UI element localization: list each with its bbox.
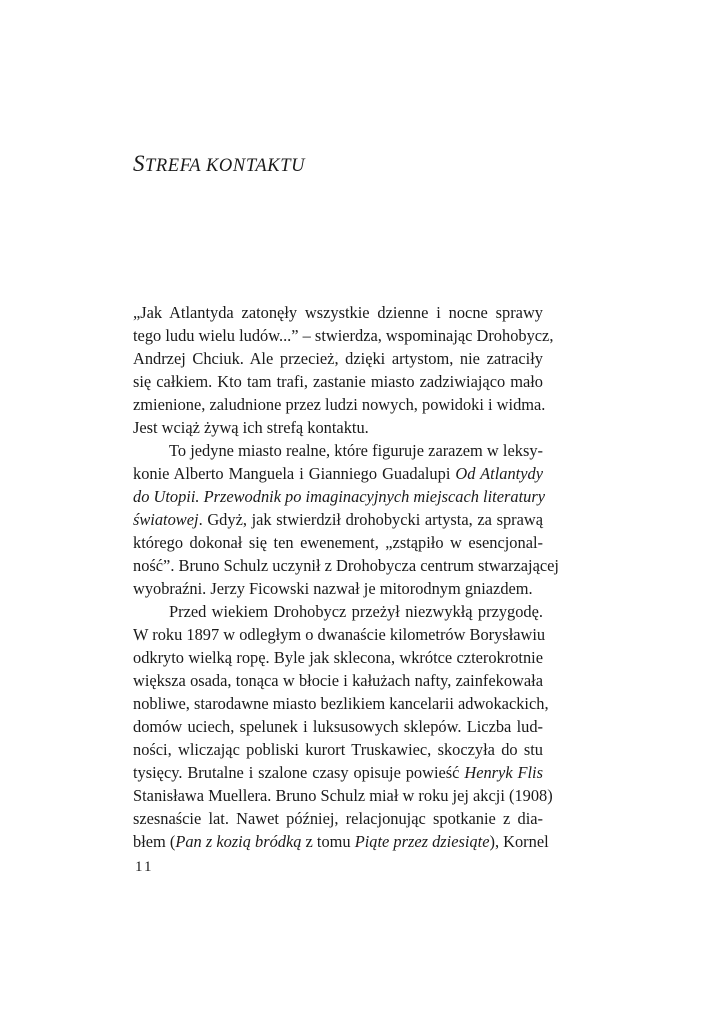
text-segment: To jedyne miasto realne, które figuruje zarazem w leksy- xyxy=(169,441,543,460)
text-line xyxy=(133,577,543,600)
text-line xyxy=(133,485,543,508)
chapter-title-rest: TREFA KONTAKTU xyxy=(145,156,306,176)
text-segment: którego dokonał się ten ewenement, „zstąpiło w esencjonal- xyxy=(133,533,543,552)
text-segment: z tomu xyxy=(301,832,355,851)
italic-text: Pan z kozią bródką xyxy=(175,832,302,851)
text-line xyxy=(133,439,543,462)
text-line xyxy=(133,623,546,646)
text-segment: się całkiem. Kto tam trafi, zastanie miasto zadziwiająco mało xyxy=(133,372,543,391)
text-line xyxy=(133,807,543,830)
text-segment: szesnaście lat. Nawet później, relacjonując spotkanie z dia- xyxy=(133,809,543,828)
text-segment: wyobraźni. Jerzy Ficowski nazwał je mitorodnym gniazdem. xyxy=(133,579,533,598)
italic-text: Piąte przez dziesiąte xyxy=(354,832,490,851)
text-segment: W roku 1897 w odległym o dwanaście kilometrów Borysławiu xyxy=(133,625,546,644)
text-segment: konie Alberto Manguela i Gianniego Guadalupi xyxy=(133,464,456,483)
text-segment: ności, wliczając pobliski kurort Truskawiec, skoczyła do stu xyxy=(133,740,543,759)
text-segment: tysięcy. Brutalne i szalone czasy opisuje powieść xyxy=(133,763,465,782)
text-segment: domów uciech, spelunek i luksusowych sklepów. Liczba lud- xyxy=(133,717,543,736)
italic-text: światowej xyxy=(133,510,199,529)
text-line xyxy=(133,554,559,577)
page-number: 11 xyxy=(135,859,154,875)
text-segment: zmienione, zaludnione przez ludzi nowych, powidoki i widma. xyxy=(133,395,546,414)
text-line xyxy=(133,669,543,692)
text-line xyxy=(133,600,543,623)
text-line xyxy=(133,830,549,853)
text-segment: ność”. Bruno Schulz uczynił z Drohobycza centrum stwarzającej xyxy=(133,556,559,575)
text-line xyxy=(133,715,543,738)
text-segment: odkryto wielką ropę. Byle jak sklecona, wkrótce czterokrotnie xyxy=(133,648,543,667)
text-segment: nobliwe, starodawne miasto bezlikiem kancelarii adwokackich, xyxy=(133,694,549,713)
text-segment: tego ludu wielu ludów...” – stwierdza, wspominając Drohobycz, xyxy=(133,326,554,345)
text-line xyxy=(133,462,543,485)
text-segment: błem ( xyxy=(133,832,176,851)
text-line xyxy=(133,324,554,347)
chapter-title-initial: S xyxy=(133,151,145,176)
text-line xyxy=(133,416,543,439)
text-line xyxy=(133,738,543,761)
text-segment: „Jak Atlantyda zatonęły wszystkie dzienne i nocne sprawy xyxy=(133,303,543,322)
text-segment: . Gdyż, jak stwierdził drohobycki artysta, za sprawą xyxy=(198,510,543,529)
chapter-title xyxy=(133,150,305,180)
text-segment: ), Kornel xyxy=(489,832,549,851)
text-line xyxy=(133,761,543,784)
text-segment: Przed wiekiem Drohobycz przeżył niezwykłą przygodę. xyxy=(169,602,543,621)
text-line xyxy=(133,301,543,324)
text-line xyxy=(133,347,543,370)
text-line xyxy=(133,393,546,416)
text-line xyxy=(133,370,543,393)
text-segment: większa osada, tonąca w błocie i kałużach nafty, zainfekowała xyxy=(133,671,543,690)
text-segment: Jest wciąż żywą ich strefą kontaktu. xyxy=(133,418,369,437)
body-text xyxy=(133,301,559,853)
text-segment: Andrzej Chciuk. Ale przecież, dzięki artystom, nie zatraciły xyxy=(133,349,543,368)
italic-text: do Utopii. Przewodnik po imaginacyjnych miejscach literatury xyxy=(133,487,545,506)
italic-text: Od Atlantydy xyxy=(455,464,543,483)
text-line xyxy=(133,531,543,554)
text-line xyxy=(133,784,553,807)
text-segment: Stanisława Muellera. Bruno Schulz miał w roku jej akcji (1908) xyxy=(133,786,553,805)
text-line xyxy=(133,692,549,715)
text-line xyxy=(133,508,543,531)
text-line xyxy=(133,646,543,669)
italic-text: Henryk Flis xyxy=(464,763,543,782)
